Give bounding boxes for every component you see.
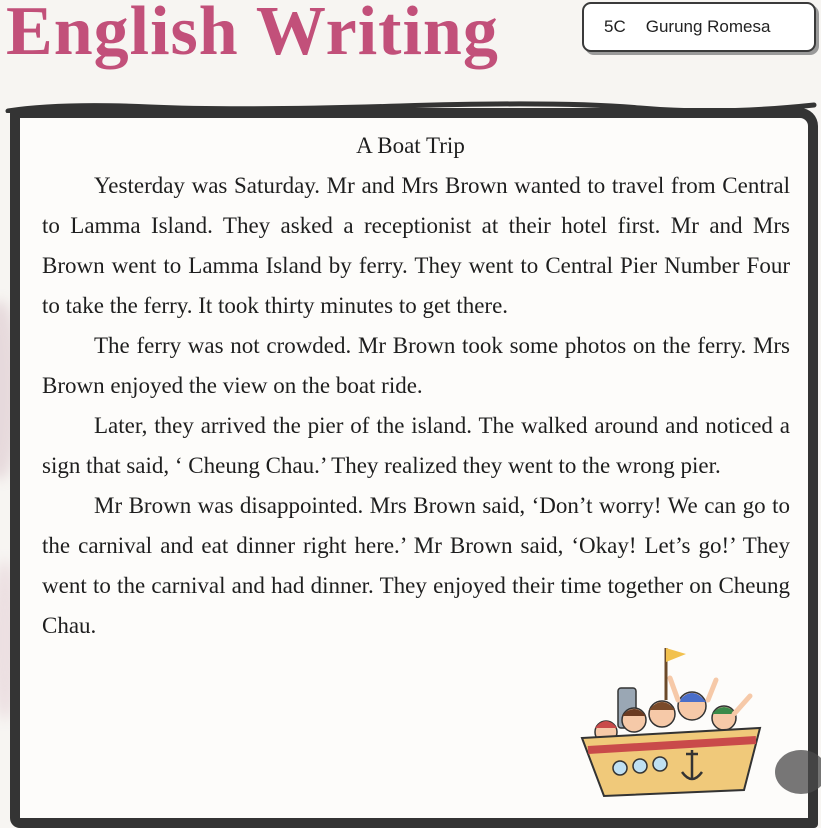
- story-body: [42, 166, 790, 646]
- student-name-tag: [582, 2, 816, 52]
- boat-with-children-icon: [574, 640, 770, 798]
- story-paragraph: Yesterday was Saturday. Mr and Mrs Brown wanted to travel from Central to Lamma Island. They asked a receptionist at their hotel first. Mr and Mrs Brown went to Lamma Island by ferry. They went to Central Pier Number Four to take the ferry. It took thirty minutes to get there.: [42, 173, 790, 318]
- frame-brush-edge: [0, 99, 821, 113]
- story-paragraph: The ferry was not crowded. Mr Brown took some photos on the ferry. Mrs Brown enjoyed the view on the boat ride.: [42, 333, 790, 398]
- ink-blot-decoration: [761, 740, 821, 798]
- student-name: Gurung Romesa: [645, 17, 771, 36]
- story-paragraph: Mr Brown was disappointed. Mrs Brown said, ‘Don’t worry! We can go to the carnival and eat dinner right here.’ Mr Brown said, ‘Okay! Let’s go!’ They went to the carnival and had dinner. They enjoyed their time together on Cheung Chau.: [42, 493, 790, 638]
- story-paragraph: Later, they arrived the pier of the island. The walked around and noticed a sign that said, ‘ Cheung Chau.’ They realized they went to the wrong pier.: [42, 413, 790, 478]
- page-title: English Writing: [6, 0, 499, 70]
- story-title: A Boat Trip: [356, 133, 465, 158]
- class-label: 5C: [604, 17, 626, 36]
